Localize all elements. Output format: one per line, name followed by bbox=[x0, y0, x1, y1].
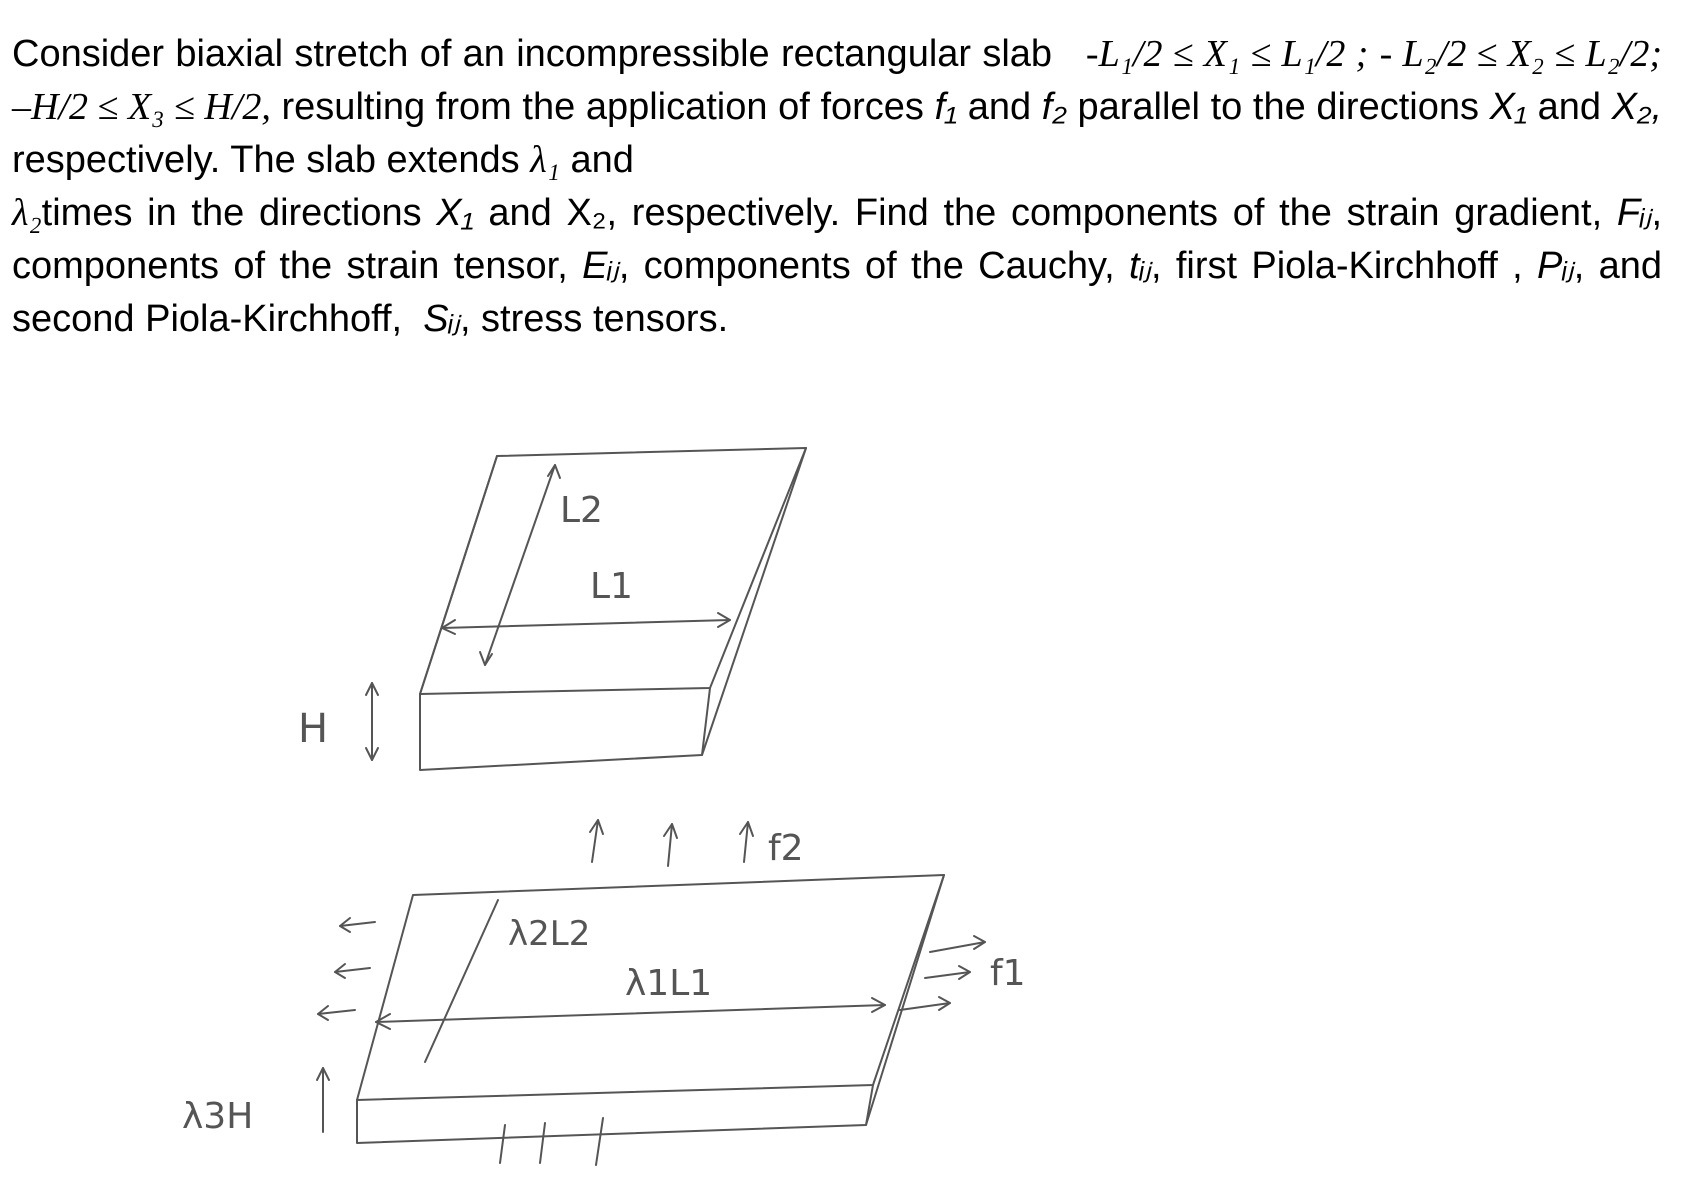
force-f2: f₂ bbox=[1041, 86, 1067, 128]
parallel-text: parallel to the directions bbox=[1077, 86, 1479, 128]
x2-x3-ranges: - L₂/2 ≤ X₂ ≤ L₂/2; –H/2 ≤ X₃ ≤ H/2, bbox=[12, 33, 1662, 128]
l2-arrowhead-top bbox=[548, 465, 560, 478]
symbol-sij: Sᵢⱼ bbox=[423, 298, 460, 340]
label-lambda1-l1: λ1L1 bbox=[625, 963, 713, 1004]
dir-x1: X₁ bbox=[1489, 86, 1527, 128]
label-lambda3-h: λ3H bbox=[182, 1096, 254, 1137]
piola1-text: , first Piola-Kirchhoff , bbox=[1150, 245, 1523, 287]
x1-range: -L₁/2 ≤ X₁ ≤ L₁/2 ; bbox=[1085, 33, 1369, 75]
and-text: and bbox=[967, 86, 1032, 128]
right-edge bbox=[702, 448, 806, 755]
label-f2: f2 bbox=[768, 828, 804, 869]
l2-dimension-line bbox=[485, 465, 555, 665]
l1-dimension-line bbox=[442, 620, 730, 628]
symbol-tij: tᵢⱼ bbox=[1129, 245, 1151, 287]
left-edge bbox=[420, 456, 497, 694]
f2-down-arrow-1 bbox=[500, 1125, 505, 1163]
label-lambda2-l2: λ2L2 bbox=[508, 914, 591, 954]
undeformed-slab bbox=[298, 448, 806, 770]
l2-arrowhead-bottom bbox=[480, 652, 492, 665]
times-text: times in the directions bbox=[41, 192, 422, 234]
deformed-slab bbox=[182, 820, 1026, 1165]
find-text: and X₂, respectively. Find the components of the strain gradient, bbox=[488, 192, 1603, 234]
cauchy-text: , components of the Cauchy, bbox=[618, 245, 1115, 287]
force-f1: f₁ bbox=[934, 86, 958, 128]
label-f1: f1 bbox=[990, 953, 1026, 994]
extends-text: respectively. The slab extends bbox=[12, 139, 520, 181]
forces-text: resulting from the application of forces bbox=[281, 86, 924, 128]
dir-x2: X₂, bbox=[1611, 86, 1663, 128]
and-text-3: and bbox=[570, 139, 634, 181]
label-l1: L1 bbox=[590, 566, 633, 607]
dir-x1-b: X₁ bbox=[436, 192, 474, 234]
and-text-2: and bbox=[1537, 86, 1601, 128]
symbol-fij: Fᵢⱼ bbox=[1616, 192, 1652, 234]
front-face-outline bbox=[420, 688, 710, 770]
l2l2-dimension-line bbox=[425, 900, 498, 1062]
label-h: H bbox=[298, 706, 329, 752]
lambda-2: λ₂ bbox=[12, 192, 42, 234]
f2-down-arrow-3 bbox=[596, 1118, 603, 1165]
stress-tensors-text: , stress tensors. bbox=[459, 298, 729, 340]
l1l1-dimension-line bbox=[376, 1005, 885, 1022]
piola2-text: , and second Piola-Kirchhoff, bbox=[12, 245, 1662, 340]
strain-tensor-text: , components of the strain tensor, bbox=[12, 192, 1662, 287]
intro-text: Consider biaxial stretch of an incompressible rectangular slab bbox=[12, 33, 1053, 75]
deformed-front-face bbox=[357, 1085, 873, 1143]
f2-down-arrow-2 bbox=[540, 1123, 545, 1163]
label-l2: L2 bbox=[560, 490, 603, 531]
lambda-1: λ₁ bbox=[530, 139, 560, 181]
symbol-pij: Pᵢⱼ bbox=[1536, 245, 1574, 287]
symbol-eij: Eᵢⱼ bbox=[582, 245, 619, 287]
